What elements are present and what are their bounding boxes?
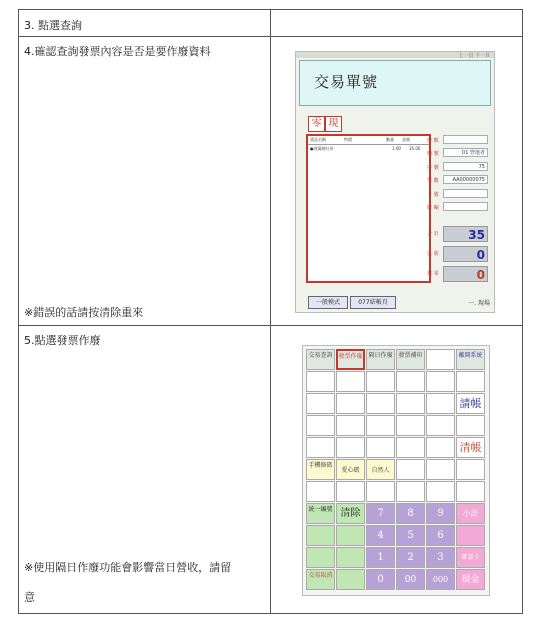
reprint-button[interactable]: 發票補印 — [396, 349, 425, 370]
empty-key — [396, 371, 425, 392]
step-5-note-line1: ※使用隔日作廢功能會影響當日營收，請留 — [24, 561, 232, 574]
step-4-note: ※錯誤的話請按清除重來 — [24, 306, 144, 319]
side-label: 筆 數 — [427, 178, 439, 184]
key-5[interactable]: 5 — [396, 525, 425, 546]
empty-key — [366, 481, 395, 502]
settle-button[interactable]: 請帳 — [456, 393, 485, 414]
clear-account-button[interactable]: 清帳 — [456, 437, 485, 458]
side-label: 機 號 — [427, 151, 439, 157]
step-3-text: 3. 點選查詢 — [24, 19, 82, 32]
clear-button[interactable]: 清除 — [336, 503, 365, 524]
info-field — [443, 135, 488, 144]
invoice-item-list — [306, 134, 431, 283]
received-amount: 0 — [443, 246, 488, 262]
query-button[interactable]: 交易查詢 — [306, 349, 335, 370]
empty-key — [396, 393, 425, 414]
empty-green-key — [306, 525, 335, 546]
key-0[interactable]: 0 — [366, 569, 395, 590]
step-4-text: 4.確認查詢發票內容是否是要作廢資料 — [24, 45, 211, 58]
empty-key — [306, 481, 335, 502]
table-row — [19, 37, 522, 326]
zero-tag[interactable]: 零 — [308, 116, 325, 132]
change-amount: 0 — [443, 266, 488, 282]
empty-key — [366, 437, 395, 458]
empty-key — [306, 371, 335, 392]
transaction-number-panel — [299, 60, 491, 106]
empty-key — [336, 393, 365, 414]
key-3[interactable]: 3 — [426, 547, 455, 568]
side-label: 統 編 — [427, 205, 439, 211]
info-field: 75 — [443, 162, 488, 171]
confirm-card-button[interactable]: 確認卡 — [456, 547, 485, 568]
tax-id-button[interactable]: 統一編號 — [306, 503, 335, 524]
empty-key — [456, 459, 485, 480]
cash-tag[interactable]: 現 — [325, 116, 342, 132]
empty-key — [426, 371, 455, 392]
empty-key — [426, 415, 455, 436]
exit-system-button[interactable]: 離開系統 — [456, 349, 485, 370]
side-label: 營 額 — [427, 138, 439, 144]
empty-key — [396, 415, 425, 436]
empty-key — [456, 371, 485, 392]
empty-key — [366, 393, 395, 414]
empty-key — [336, 371, 365, 392]
empty-key — [396, 481, 425, 502]
key-8[interactable]: 8 — [396, 503, 425, 524]
void-invoice-button[interactable]: 發票作廢 — [336, 349, 365, 370]
key-4[interactable]: 4 — [366, 525, 395, 546]
info-field — [443, 202, 488, 211]
cancel-transaction-button[interactable]: 交易取消 — [306, 569, 335, 590]
step-5-note-line2: 意 — [24, 591, 35, 604]
empty-key — [426, 437, 455, 458]
side-label: 合 計 — [427, 231, 439, 237]
empty-green-key — [336, 547, 365, 568]
footer-text: 一. 現場 — [468, 300, 490, 307]
info-field — [443, 189, 488, 198]
key-6[interactable]: 6 — [426, 525, 455, 546]
empty-pink-key — [456, 525, 485, 546]
natural-person-button[interactable]: 自然人 — [366, 459, 395, 480]
empty-key — [336, 481, 365, 502]
empty-key — [306, 393, 335, 414]
subtotal-button[interactable]: 小計 — [456, 503, 485, 524]
empty-key — [396, 459, 425, 480]
instruction-table — [18, 9, 523, 614]
empty-key — [426, 349, 455, 370]
total-amount: 35 — [443, 226, 488, 242]
cash-button[interactable]: 現金 — [456, 569, 485, 590]
mobile-barcode-button[interactable]: 手機條碼 — [306, 459, 335, 480]
love-code-button[interactable]: 愛心碼 — [336, 459, 365, 480]
side-label: 已 收 — [427, 251, 439, 257]
normal-mode-button[interactable]: 一般模式 — [308, 296, 348, 309]
info-field: 01 營運者 — [443, 148, 488, 157]
empty-key — [456, 415, 485, 436]
empty-key — [426, 393, 455, 414]
side-label: 序 號 — [427, 165, 439, 171]
empty-key — [396, 437, 425, 458]
pos-keypad-screenshot — [302, 345, 490, 596]
empty-key — [426, 481, 455, 502]
empty-key — [426, 459, 455, 480]
step-5-text: 5.點選發票作廢 — [24, 334, 101, 347]
key-7[interactable]: 7 — [366, 503, 395, 524]
empty-key — [306, 415, 335, 436]
key-000[interactable]: 000 — [426, 569, 455, 590]
empty-key — [336, 415, 365, 436]
empty-key — [366, 371, 395, 392]
invoice-query-screenshot — [295, 51, 495, 313]
transaction-number-label: 交易單號 — [314, 73, 379, 91]
side-label: 找 零 — [427, 271, 439, 277]
empty-key — [306, 437, 335, 458]
empty-key — [456, 481, 485, 502]
empty-key — [336, 437, 365, 458]
key-1[interactable]: 1 — [366, 547, 395, 568]
key-2[interactable]: 2 — [396, 547, 425, 568]
key-9[interactable]: 9 — [426, 503, 455, 524]
empty-key — [366, 415, 395, 436]
key-00[interactable]: 00 — [396, 569, 425, 590]
list-header: 貨品名稱 特價 數量 金額 — [308, 136, 429, 145]
next-day-void-button[interactable]: 隔日作廢 — [366, 349, 395, 370]
list-item[interactable]: ●阿薩姆紅茶 1.00 35.00 — [310, 146, 421, 151]
table-row — [19, 326, 522, 613]
table-row — [19, 10, 522, 37]
empty-green-key — [336, 569, 365, 590]
info-field: AA00000075 — [443, 175, 488, 184]
side-label: 卡 號 — [427, 192, 439, 198]
empty-green-key — [306, 547, 335, 568]
empty-green-key — [336, 525, 365, 546]
page-nav-text: 上一頁 下一頁 — [458, 53, 490, 59]
checkout-page-button[interactable]: 077結帳頁 — [350, 296, 396, 309]
